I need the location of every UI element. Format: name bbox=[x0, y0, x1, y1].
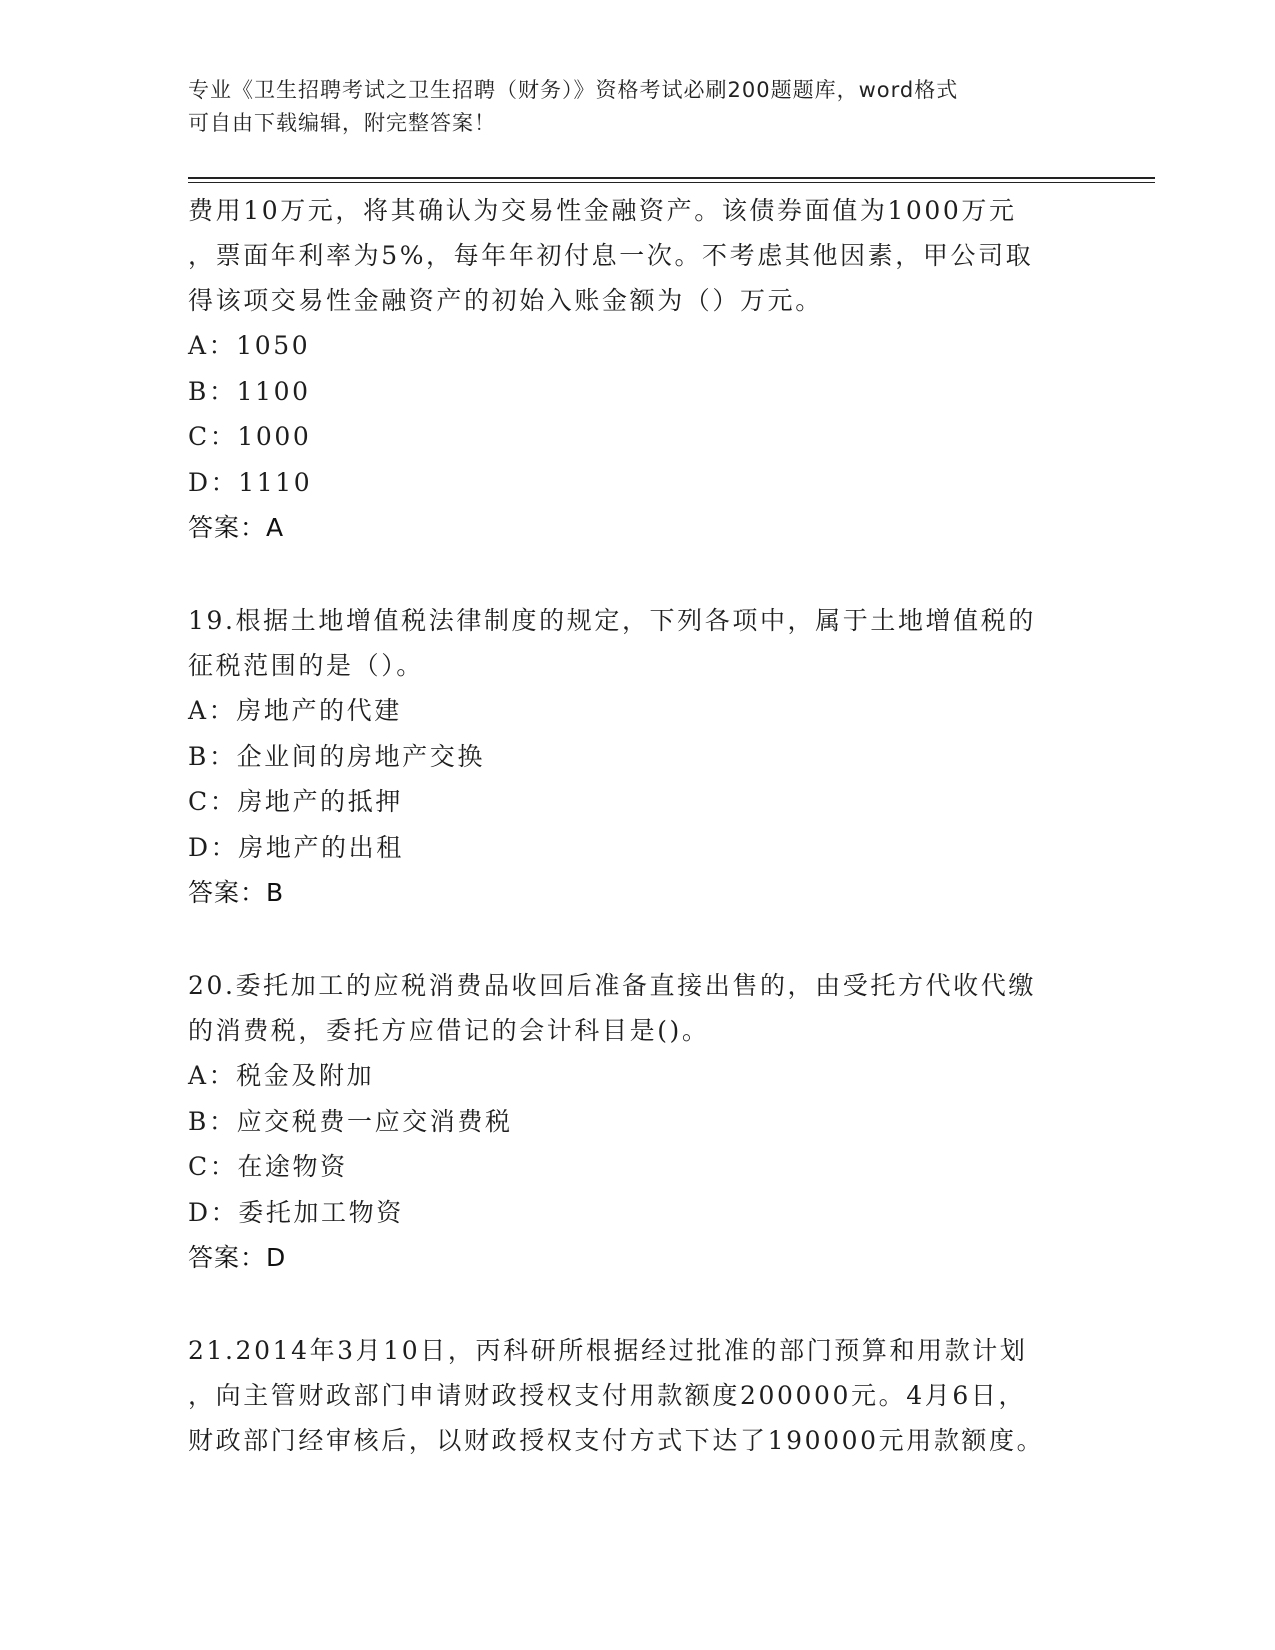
question-stem-line: 21.2014年3月10日，丙科研所根据经过批准的部门预算和用款计划 bbox=[188, 1336, 1028, 1365]
option-b: B：1100 bbox=[188, 376, 311, 406]
question-block bbox=[188, 963, 1088, 1280]
option-d: D：房地产的出租 bbox=[188, 832, 404, 862]
question-stem-line: 19.根据土地增值税法律制度的规定，下列各项中，属于土地增值税的 bbox=[188, 606, 1036, 635]
question-stem-line: 征税范围的是（）。 bbox=[188, 651, 424, 680]
option-d: D：委托加工物资 bbox=[188, 1197, 404, 1227]
header-line-1: 专业《卫生招聘考试之卫生招聘（财务）》资格考试必刷200题题库，word格式 bbox=[188, 78, 959, 102]
question-stem-line: ，票面年利率为5%，每年年初付息一次。不考虑其他因素，甲公司取 bbox=[188, 241, 1034, 270]
option-b: B：应交税费一应交消费税 bbox=[188, 1106, 513, 1136]
question-block bbox=[188, 598, 1088, 915]
option-c: C：在途物资 bbox=[188, 1152, 348, 1181]
answer-line: 答案：D bbox=[188, 1243, 287, 1272]
option-c: C：1000 bbox=[188, 422, 312, 451]
question-list bbox=[188, 188, 1088, 1463]
question-stem-line: 得该项交易性金融资产的初始入账金额为（）万元。 bbox=[188, 286, 823, 315]
question-stem-line: ，向主管财政部门申请财政授权支付用款额度200000元。4月6日， bbox=[188, 1381, 1027, 1410]
header-divider-thin bbox=[188, 182, 1155, 183]
answer-line: 答案：A bbox=[188, 513, 285, 542]
question-stem-line: 20.委托加工的应税消费品收回后准备直接出售的，由受托方代收代缴 bbox=[188, 971, 1036, 1000]
question-block bbox=[188, 1328, 1088, 1463]
option-a: A：税金及附加 bbox=[188, 1061, 375, 1090]
option-b: B：企业间的房地产交换 bbox=[188, 741, 485, 771]
option-a: A：1050 bbox=[188, 331, 311, 360]
answer-line: 答案：B bbox=[188, 878, 285, 907]
question-stem-line: 财政部门经审核后，以财政授权支付方式下达了190000元用款额度。 bbox=[188, 1426, 1045, 1455]
question-block bbox=[188, 188, 1088, 550]
option-c: C：房地产的抵押 bbox=[188, 787, 403, 816]
document-header bbox=[188, 74, 1068, 140]
question-stem-line: 的消费税，委托方应借记的会计科目是()。 bbox=[188, 1016, 710, 1045]
question-stem-line: 费用10万元，将其确认为交易性金融资产。该债券面值为1000万元 bbox=[188, 196, 1017, 225]
option-d: D：1110 bbox=[188, 467, 313, 497]
header-line-2: 可自由下载编辑，附完整答案！ bbox=[188, 111, 496, 135]
option-a: A：房地产的代建 bbox=[188, 696, 402, 725]
header-divider-thick bbox=[188, 177, 1155, 179]
